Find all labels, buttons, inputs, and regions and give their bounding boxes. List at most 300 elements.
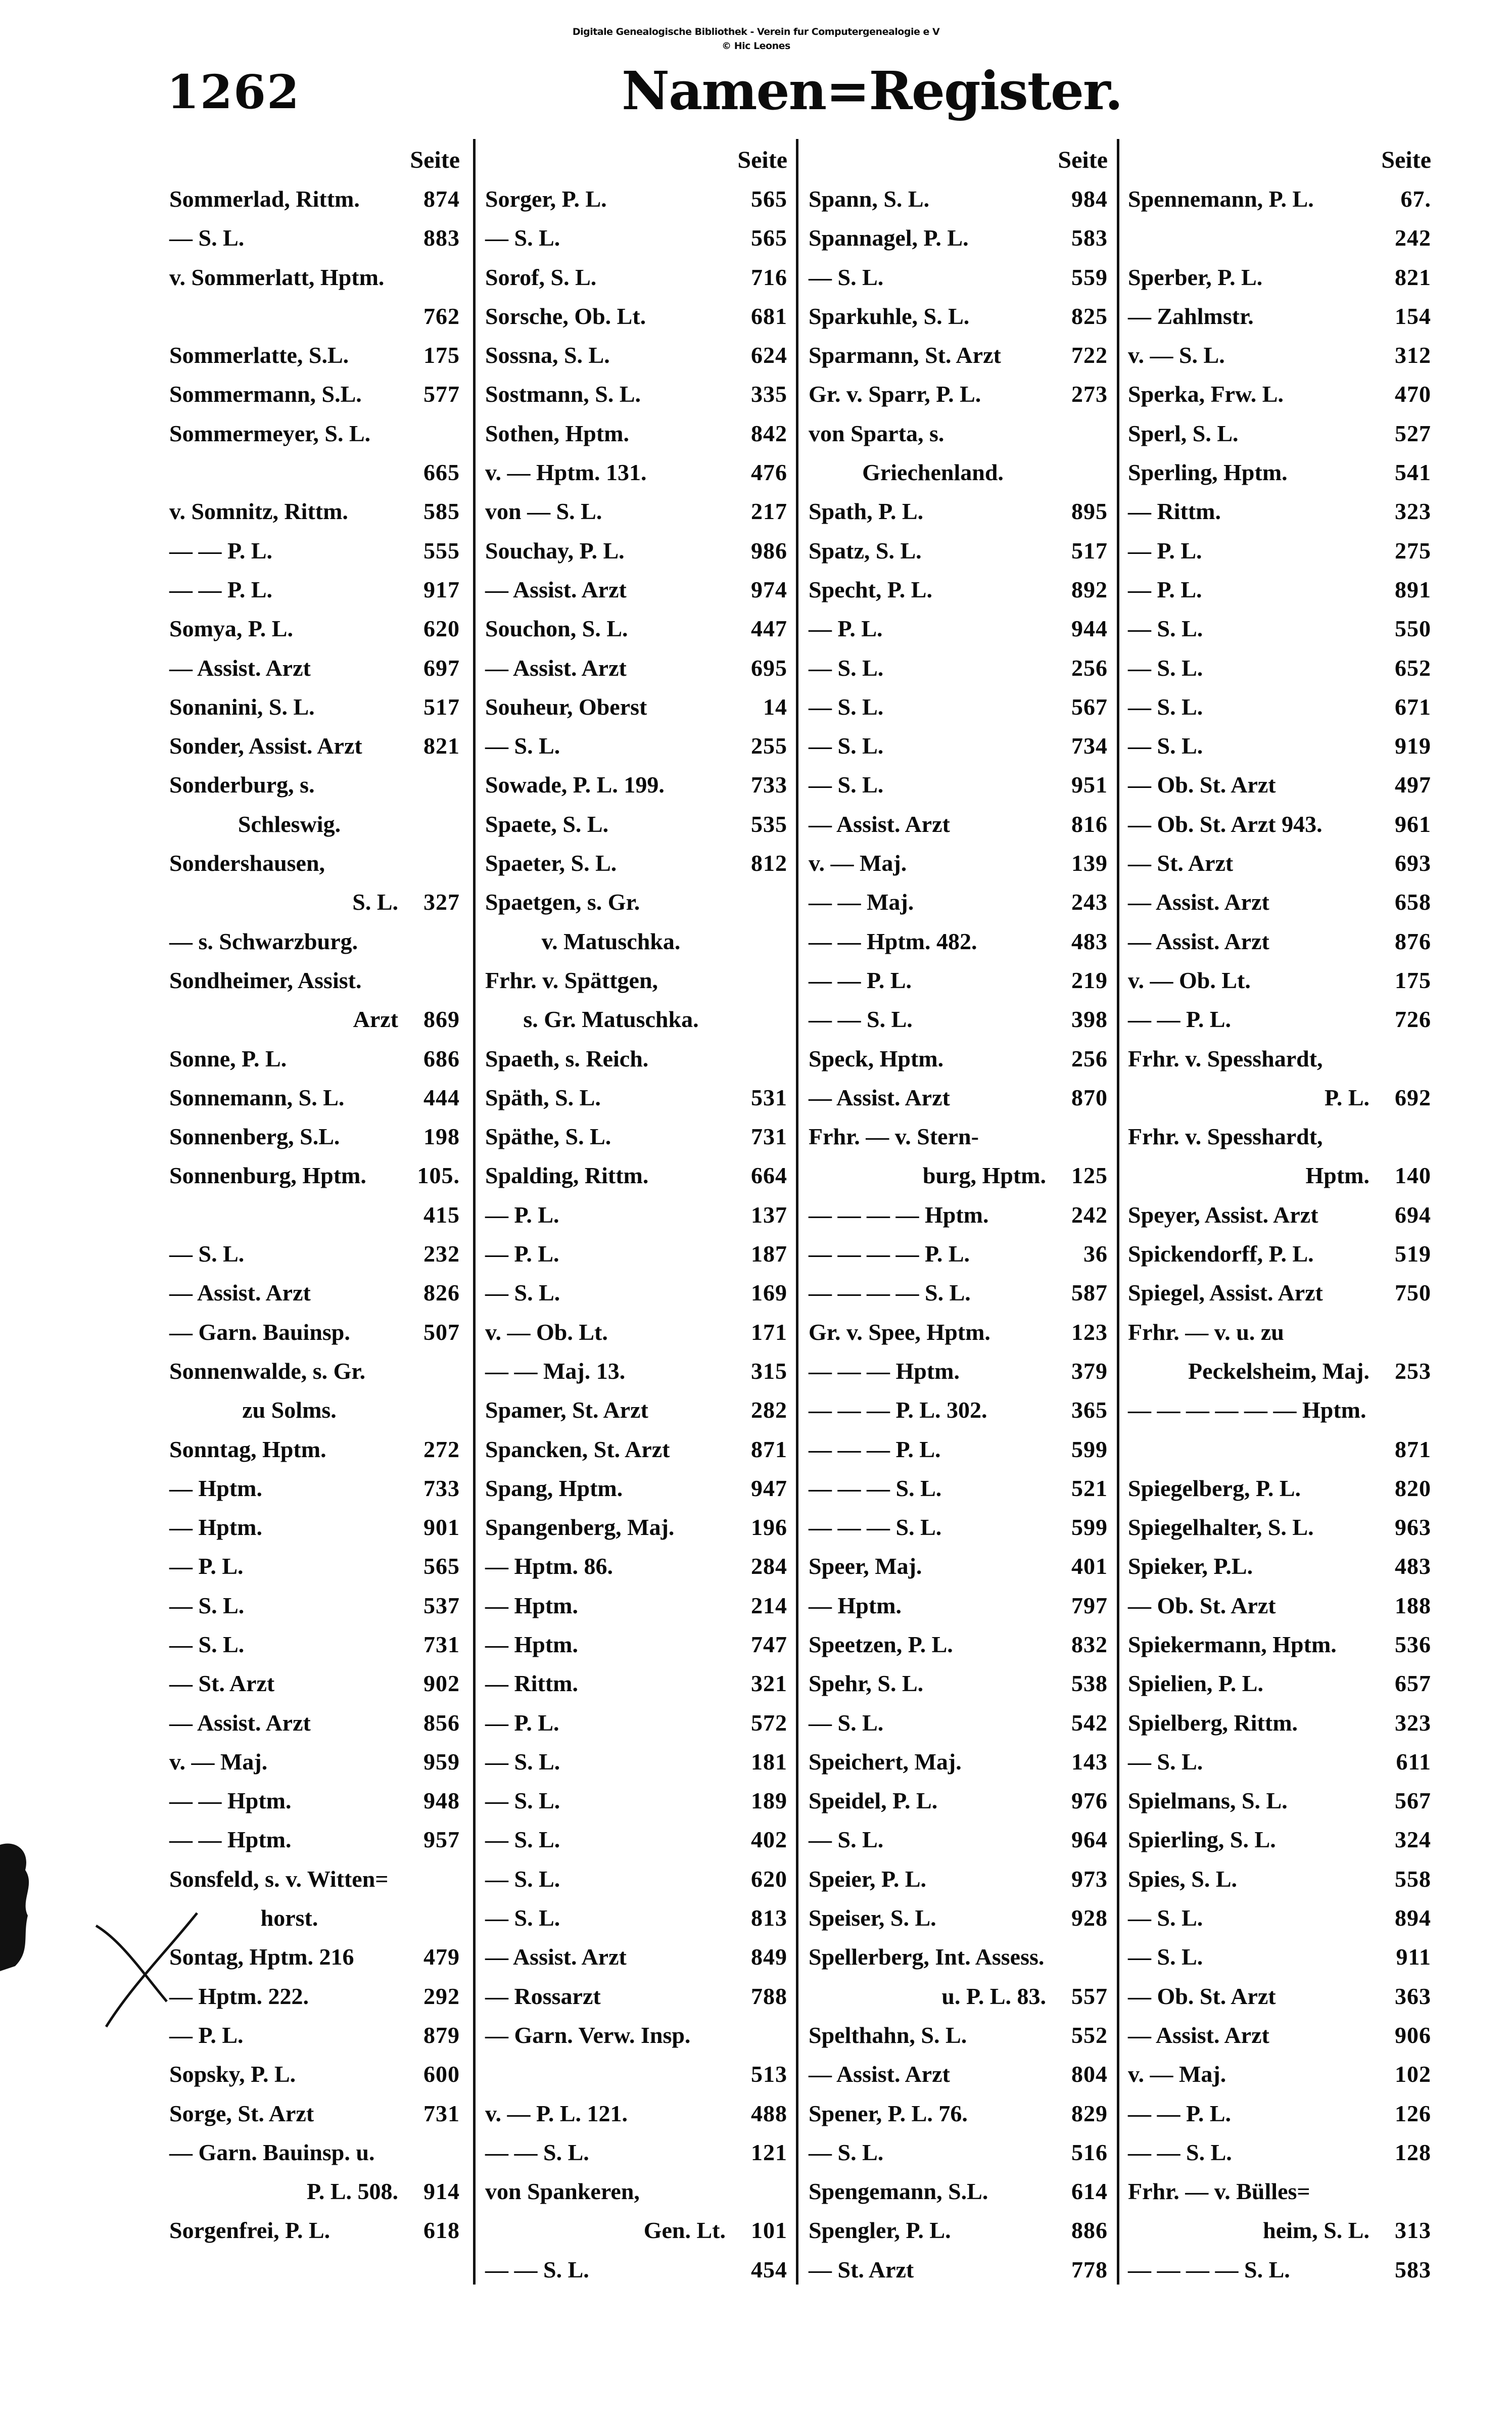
register-entry: [169, 2016, 460, 2055]
entry-name: Sonderburg, s.: [169, 772, 315, 798]
entry-name: — Ob. St. Arzt: [1128, 1983, 1276, 2009]
entry-name: — — S. L.: [1128, 2139, 1232, 2165]
entry-page-number: 219: [1071, 967, 1108, 993]
entry-page-number: 169: [751, 1280, 787, 1306]
entry-page-number: 137: [751, 1201, 787, 1228]
register-entry: [169, 2211, 460, 2250]
entry-name: — S. L.: [809, 693, 884, 720]
entry-name: — Hptm. 86.: [485, 1553, 613, 1579]
entry-page-number: 379: [1071, 1358, 1108, 1384]
register-entry: [485, 882, 787, 921]
entry-page-number: 567: [1395, 1788, 1431, 1814]
entry-name: — Zahlmstr.: [1128, 303, 1254, 329]
register-entry: [169, 765, 460, 804]
column-divider: [1117, 139, 1119, 2285]
entry-page-number: 398: [1071, 1006, 1108, 1033]
entry-page-number: 14: [763, 693, 787, 720]
entry-name: Arzt: [353, 1006, 398, 1033]
entry-name: Sopsky, P. L.: [169, 2061, 296, 2087]
register-entry: [809, 336, 1108, 375]
entry-name: Sorgenfrei, P. L.: [169, 2217, 330, 2244]
entry-name: — Hptm.: [485, 1592, 578, 1618]
entry-name: Sonnemann, S. L.: [169, 1084, 345, 1110]
entry-name: — Hptm.: [169, 1475, 262, 1501]
register-entry: [809, 1547, 1108, 1586]
register-entry: [809, 1000, 1108, 1039]
register-entry: [809, 179, 1108, 218]
entry-page-number: 693: [1395, 850, 1431, 876]
entry-name: — S. L.: [485, 1905, 560, 1931]
register-entry: [809, 531, 1108, 570]
entry-page-number: 894: [1395, 1905, 1431, 1931]
entry-page-number: 731: [423, 2100, 460, 2126]
entry-page-number: 128: [1395, 2139, 1431, 2165]
register-entry: [1128, 1078, 1431, 1117]
entry-page-number: 175: [1395, 967, 1431, 993]
register-entry: [169, 609, 460, 648]
entry-name: Sostmann, S. L.: [485, 381, 641, 407]
entry-page-number: 335: [751, 381, 787, 407]
register-entry: [1128, 1781, 1431, 1820]
entry-name: — P. L.: [169, 2022, 244, 2048]
entry-name: Sorge, St. Arzt: [169, 2100, 314, 2126]
register-entry: [1128, 1898, 1431, 1937]
register-entry: [485, 1313, 787, 1352]
register-entry: [485, 297, 787, 336]
register-entry: [485, 414, 787, 453]
entry-page-number: 917: [423, 576, 460, 602]
entry-name: Spielmans, S. L.: [1128, 1788, 1288, 1814]
entry-page-number: 871: [751, 1436, 787, 1462]
register-entry: [169, 1469, 460, 1508]
entry-page-number: 102: [1395, 2061, 1431, 2087]
entry-page-number: [409, 922, 460, 961]
entry-page-number: [1057, 1937, 1108, 1976]
register-entry: [485, 336, 787, 375]
register-entry: [1128, 1977, 1431, 2016]
entry-page-number: [680, 922, 731, 961]
entry-page-number: 415: [423, 1201, 460, 1228]
register-entry: [485, 1820, 787, 1859]
entry-name: Frhr. — v. Bülles=: [1128, 2178, 1310, 2205]
entry-page-number: 196: [751, 1514, 787, 1541]
entry-name: u. P. L. 83.: [941, 1983, 1046, 2009]
register-entry: [485, 492, 787, 531]
register-entry: [809, 609, 1108, 648]
register-entry: [809, 1898, 1108, 1937]
register-entry: [169, 297, 460, 336]
entry-name: Sonnenwalde, s. Gr.: [169, 1358, 366, 1384]
register-entry: [485, 1547, 787, 1586]
entry-page-number: 312: [1395, 342, 1431, 368]
entry-page-number: [737, 961, 787, 1000]
register-entry: [169, 1586, 460, 1625]
register-entry: [1128, 1000, 1431, 1039]
entry-name: Sonder, Assist. Arzt: [169, 733, 362, 759]
entry-page-number: 242: [1395, 225, 1431, 251]
register-entry: [169, 1859, 460, 1898]
page-number: 1262: [167, 65, 301, 119]
register-entry: [1128, 1234, 1431, 1273]
entry-page-number: 788: [751, 1983, 787, 2009]
entry-page-number: 123: [1071, 1319, 1108, 1345]
entry-name: — Assist. Arzt: [485, 576, 627, 602]
register-entry: [809, 2172, 1108, 2211]
entry-name: Spangenberg, Maj.: [485, 1514, 675, 1541]
register-entry: [1128, 258, 1431, 297]
register-entry: [1128, 297, 1431, 336]
entry-name: — S. L.: [1128, 693, 1203, 720]
entry-name: — — Hptm. 482.: [809, 928, 977, 954]
entry-name: — — — P. L. 302.: [809, 1397, 987, 1423]
entry-page-number: 552: [1071, 2022, 1108, 2048]
register-entry: [485, 1430, 787, 1469]
entry-name: v. — S. L.: [1128, 342, 1225, 368]
register-entry: [1128, 1195, 1431, 1234]
register-entry: [485, 1625, 787, 1664]
register-entry: [809, 453, 1108, 492]
entry-name: — S. L.: [485, 733, 560, 759]
entry-page-number: 255: [751, 733, 787, 759]
entry-page-number: 984: [1071, 186, 1108, 212]
entry-name: Peckelsheim, Maj.: [1188, 1358, 1369, 1384]
register-entry: [169, 1430, 460, 1469]
entry-page-number: 583: [1071, 225, 1108, 251]
entry-name: — S. L.: [169, 1241, 245, 1267]
entry-page-number: 826: [423, 1280, 460, 1306]
register-entry: [809, 1039, 1108, 1078]
register-entry: [809, 1352, 1108, 1390]
register-entry: [169, 1078, 460, 1117]
register-entry: [809, 765, 1108, 804]
entry-name: Sorof, S. L.: [485, 264, 597, 290]
entry-page-number: 555: [423, 537, 460, 564]
register-entry: [1128, 687, 1431, 726]
entry-page-number: 879: [423, 2022, 460, 2048]
register-entry: [1128, 414, 1431, 453]
entry-page-number: [1381, 1313, 1431, 1352]
register-entry: [485, 1039, 787, 1078]
entry-name: — S. L.: [485, 225, 560, 251]
entry-page-number: 694: [1395, 1201, 1431, 1228]
entry-page-number: 507: [423, 1319, 460, 1345]
entry-page-number: 731: [751, 1124, 787, 1150]
register-entry: [169, 1195, 460, 1234]
entry-name: — S. L.: [809, 1827, 884, 1853]
entry-page-number: 256: [1071, 1045, 1108, 1072]
entry-page-number: 583: [1395, 2256, 1431, 2283]
entry-name: — Hptm.: [169, 1514, 262, 1541]
entry-page-number: 849: [751, 1944, 787, 1970]
register-entry: [809, 258, 1108, 297]
entry-page-number: 497: [1395, 772, 1431, 798]
entry-name: horst.: [260, 1905, 318, 1931]
register-entry: [485, 1898, 787, 1937]
register-entry: [169, 844, 460, 882]
entry-page-number: [409, 1859, 460, 1898]
register-entry: [1128, 2211, 1431, 2250]
entry-page-number: 538: [1071, 1670, 1108, 1697]
register-entry: [1128, 1273, 1431, 1312]
entry-name: Spengler, P. L.: [809, 2217, 951, 2244]
entry-page-number: 323: [1395, 1709, 1431, 1736]
entry-name: Spath, P. L.: [809, 498, 924, 525]
register-entry: [1128, 1859, 1431, 1898]
entry-page-number: 664: [751, 1162, 787, 1189]
entry-page-number: 557: [1071, 1983, 1108, 2009]
register-entry: [169, 805, 460, 844]
entry-page-number: 600: [423, 2061, 460, 2087]
entry-name: Spaete, S. L.: [485, 811, 609, 837]
entry-name: Spiegelberg, P. L.: [1128, 1475, 1301, 1501]
entry-name: Spiegelhalter, S. L.: [1128, 1514, 1314, 1541]
entry-name: — Rittm.: [485, 1670, 578, 1697]
entry-page-number: 139: [1071, 850, 1108, 876]
entry-name: — S. L.: [485, 1280, 560, 1306]
entry-page-number: 577: [423, 381, 460, 407]
entry-page-number: 886: [1071, 2217, 1108, 2244]
register-entry: [169, 1000, 460, 1039]
entry-page-number: 232: [423, 1241, 460, 1267]
entry-page-number: 951: [1071, 772, 1108, 798]
entry-page-number: 488: [751, 2100, 787, 2126]
entry-name: Sommermeyer, S. L.: [169, 420, 371, 446]
entry-name: — — — — — — Hptm.: [1128, 1397, 1366, 1423]
entry-name: Spancken, St. Arzt: [485, 1436, 670, 1462]
entry-name: Spatz, S. L.: [809, 537, 922, 564]
entry-name: — S. L.: [1128, 655, 1203, 681]
entry-page-number: 565: [751, 225, 787, 251]
register-entry: [1128, 218, 1431, 257]
entry-name: — Ob. St. Arzt: [1128, 772, 1276, 798]
entry-name: — — S. L.: [485, 2256, 589, 2283]
entry-page-number: 363: [1395, 1983, 1431, 2009]
entry-page-number: 599: [1071, 1436, 1108, 1462]
entry-name: Sonanini, S. L.: [169, 693, 315, 720]
entry-page-number: 734: [1071, 733, 1108, 759]
entry-page-number: 813: [751, 1905, 787, 1931]
entry-page-number: 876: [1395, 928, 1431, 954]
entry-name: — Assist. Arzt: [1128, 2022, 1269, 2048]
entry-page-number: 402: [751, 1827, 787, 1853]
entry-name: — S. L.: [1128, 1944, 1203, 1970]
register-entry: [169, 218, 460, 257]
entry-name: Gen. Lt.: [643, 2217, 726, 2244]
register-entry: [485, 1078, 787, 1117]
entry-page-number: 559: [1071, 264, 1108, 290]
entry-name: — S. L.: [485, 1748, 560, 1775]
entry-name: Speier, P. L.: [809, 1866, 927, 1892]
entry-name: Spellerberg, Int. Assess.: [809, 1944, 1045, 1970]
register-entry: [1128, 375, 1431, 413]
entry-page-number: 870: [1071, 1084, 1108, 1110]
entry-name: Sonntag, Hptm.: [169, 1436, 326, 1462]
entry-name: Sowade, P. L. 199.: [485, 772, 665, 798]
entry-name: v. — Ob. Lt.: [485, 1319, 608, 1345]
entry-page-number: 282: [751, 1397, 787, 1423]
register-entry: [809, 2016, 1108, 2055]
register-entry: [485, 1977, 787, 2016]
entry-name: — Hptm.: [485, 1631, 578, 1657]
register-entry: [169, 1820, 460, 1859]
register-entry: [1128, 1820, 1431, 1859]
entry-page-number: 125: [1071, 1162, 1108, 1189]
register-entry: [1128, 922, 1431, 961]
register-entry: [485, 765, 787, 804]
entry-name: — S. L.: [809, 655, 884, 681]
entry-page-number: 686: [423, 1045, 460, 1072]
entry-name: Speichert, Maj.: [809, 1748, 962, 1775]
register-entry: [809, 1234, 1108, 1273]
entry-name: Spalding, Rittm.: [485, 1162, 649, 1189]
register-entry: [485, 609, 787, 648]
register-entry: [1128, 2094, 1431, 2133]
register-entry: [485, 961, 787, 1000]
register-entry: [809, 1586, 1108, 1625]
register-entry: [1128, 1156, 1431, 1195]
entry-page-number: 527: [1395, 420, 1431, 446]
entry-page-number: 620: [423, 616, 460, 642]
entry-page-number: 624: [751, 342, 787, 368]
column-header-seite: Seite: [1058, 147, 1108, 173]
entry-name: Spamer, St. Arzt: [485, 1397, 648, 1423]
register-entry: [485, 1508, 787, 1547]
entry-page-number: 470: [1395, 381, 1431, 407]
register-entry: [485, 2055, 787, 2093]
entry-name: Spiekermann, Hptm.: [1128, 1631, 1337, 1657]
entry-page-number: 986: [751, 537, 787, 564]
entry-name: P. L.: [1324, 1084, 1369, 1110]
entry-page-number: 324: [1395, 1827, 1431, 1853]
register-entry: [809, 297, 1108, 336]
entry-page-number: 242: [1071, 1201, 1108, 1228]
entry-name: — P. L.: [809, 616, 883, 642]
entry-page-number: 154: [1395, 303, 1431, 329]
register-entry: [1128, 1430, 1431, 1469]
register-entry: [809, 922, 1108, 961]
entry-page-number: 243: [1071, 889, 1108, 915]
register-entry: [1128, 1117, 1431, 1156]
entry-page-number: 256: [1071, 655, 1108, 681]
entry-page-number: 914: [423, 2178, 460, 2205]
register-entry: [809, 570, 1108, 609]
entry-name: Souchay, P. L.: [485, 537, 625, 564]
entry-name: v. — Maj.: [1128, 2061, 1226, 2087]
register-entry: [809, 805, 1108, 844]
entry-name: Spickendorff, P. L.: [1128, 1241, 1314, 1267]
entry-name: — — — — S. L.: [809, 1280, 971, 1306]
entry-page-number: 321: [751, 1670, 787, 1697]
entry-name: Sparmann, St. Arzt: [809, 342, 1001, 368]
library-credit-line: Digitale Genealogische Bibliothek - Verein fur Computergenealogie e V: [572, 26, 940, 37]
ink-blot-mark: [0, 1843, 29, 1971]
entry-page-number: 483: [1071, 928, 1108, 954]
register-entry: [485, 1781, 787, 1820]
entry-page-number: 198: [423, 1124, 460, 1150]
entry-name: Spielien, P. L.: [1128, 1670, 1263, 1697]
entry-page-number: [1381, 1390, 1431, 1429]
register-entry: [809, 1859, 1108, 1898]
entry-page-number: 550: [1395, 616, 1431, 642]
entry-page-number: 614: [1071, 2178, 1108, 2205]
register-entry: [485, 218, 787, 257]
entry-page-number: [409, 765, 460, 804]
register-entry: [485, 1195, 787, 1234]
register-entry: [1128, 1039, 1431, 1078]
entry-name: — — Maj.: [809, 889, 914, 915]
entry-page-number: 365: [1071, 1397, 1108, 1423]
entry-page-number: 652: [1395, 655, 1431, 681]
register-entry: [169, 687, 460, 726]
entry-name: Gr. v. Spee, Hptm.: [809, 1319, 990, 1345]
entry-name: — Assist. Arzt: [1128, 889, 1269, 915]
entry-name: — Assist. Arzt: [485, 655, 627, 681]
entry-name: v. — Maj.: [809, 850, 907, 876]
entry-page-number: 695: [751, 655, 787, 681]
register-entry: [1128, 2016, 1431, 2055]
entry-page-number: 973: [1071, 1866, 1108, 1892]
entry-page-number: 928: [1071, 1905, 1108, 1931]
entry-page-number: 825: [1071, 303, 1108, 329]
register-entry: [169, 922, 460, 961]
register-entry: [809, 648, 1108, 687]
entry-page-number: 217: [751, 498, 787, 525]
entry-page-number: 778: [1071, 2256, 1108, 2283]
register-entry: [169, 453, 460, 492]
register-entry: [809, 1742, 1108, 1781]
entry-page-number: 832: [1071, 1631, 1108, 1657]
register-entry: [485, 2016, 787, 2055]
entry-name: — — — — Hptm.: [809, 1201, 989, 1228]
entry-name: von Spankeren,: [485, 2178, 640, 2205]
register-entry: [1128, 1508, 1431, 1547]
register-entry: [169, 1703, 460, 1742]
register-entry: [169, 1625, 460, 1664]
column-divider: [473, 139, 476, 2285]
register-entry: [485, 1390, 787, 1429]
entry-page-number: 697: [423, 655, 460, 681]
entry-name: Spaetgen, s. Gr.: [485, 889, 640, 915]
entry-page-number: 558: [1395, 1866, 1431, 1892]
entry-name: Sonnenburg, Hptm.: [169, 1162, 366, 1189]
entry-name: — — — S. L.: [809, 1475, 942, 1501]
entry-name: Sommerlad, Rittm.: [169, 186, 360, 212]
register-entry: [1128, 453, 1431, 492]
entry-page-number: [341, 805, 391, 844]
register-column-1: [169, 141, 460, 2250]
entry-page-number: 275: [1395, 537, 1431, 564]
entry-name: burg, Hptm.: [922, 1162, 1046, 1189]
entry-page-number: 313: [1395, 2217, 1431, 2244]
register-entry: [169, 1898, 460, 1937]
register-entry: [485, 922, 787, 961]
entry-name: Spang, Hptm.: [485, 1475, 623, 1501]
entry-page-number: 883: [423, 225, 460, 251]
entry-page-number: 531: [751, 1084, 787, 1110]
entry-page-number: 726: [1395, 1006, 1431, 1033]
register-entry: [1128, 2172, 1431, 2211]
entry-page-number: 140: [1395, 1162, 1431, 1189]
register-entry: [485, 1859, 787, 1898]
entry-name: — — — — S. L.: [1128, 2256, 1290, 2283]
entry-page-number: [1381, 1117, 1431, 1156]
register-entry: [485, 570, 787, 609]
entry-page-number: 175: [423, 342, 460, 368]
register-entry: [1128, 844, 1431, 882]
entry-name: Spener, P. L. 76.: [809, 2100, 968, 2126]
register-entry: [485, 1352, 787, 1390]
entry-page-number: 816: [1071, 811, 1108, 837]
